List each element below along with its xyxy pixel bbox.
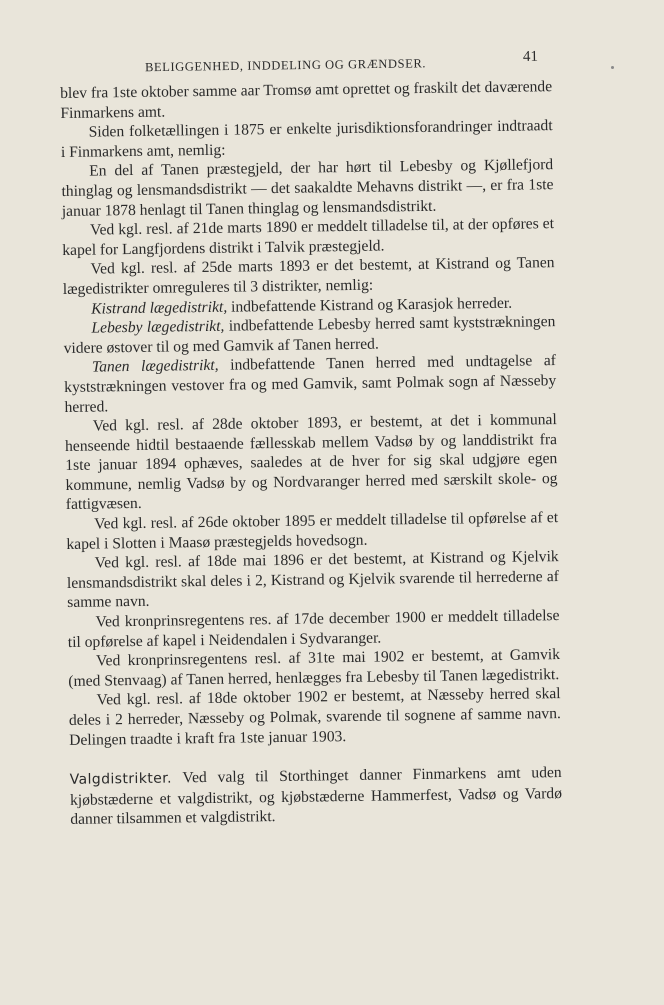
paragraph: Ved kgl. resl. af 18de mai 1896 er det bestemt, at Kistrand og Kjelvik lensmandsdistrikt skal deles i 2, Kistrand og Kjelvik svarende til herrederne af samme navn. (66, 548, 560, 612)
paragraph: blev fra 1ste oktober samme aar Tromsø amt oprettet og fraskilt det daværende Finmarkens amt. (60, 78, 553, 122)
paragraph: Ved kgl. resl. af 18de oktober 1902 er bestemt, at Næsseby herred skal deles i 2 herreder, Næsseby og Polmak, svarende til sognene af samme navn. Delingen traadte i kraft fra 1ste januar 1903. (68, 685, 561, 749)
paragraph: Ved kgl. resl. af 28de oktober 1893, er bestemt, at det i kommunal henseende hidtil bestaaende fællesskab mellem Vadsø by og landdistrikt fra 1ste januar 1894 ophæves, saaledes at de hver for sig skal udgjøre egen kommune, nemlig Vadsø by og Nordvaranger herred med særskilt skole- og fattigvæsen. (64, 411, 558, 514)
paragraph: Ved kronprinsregentens resl. af 31te mai 1902 er bestemt, at Gamvik (med Stenvaag) af Tanen herred, henlægges fra Lebesby til Tanen lægedistrikt. (68, 646, 561, 690)
paragraph: Ved kronprinsregentens res. af 17de december 1900 er meddelt tilladelse til opførelse af kapel i Neidendalen i Sydvaranger. (67, 607, 560, 651)
paragraph: Ved kgl. resl. af 25de marts 1893 er det bestemt, at Kistrand og Tanen lægedistrikter omreguleres til 3 distrikter, nemlig: (62, 254, 555, 298)
district-name: Tanen lægedistrikt, (91, 357, 219, 376)
section-heading: Valgdistrikter. (69, 770, 173, 789)
district-name: Kistrand lægedistrikt, (91, 298, 228, 318)
district-name: Lebesby lægedistrikt, (91, 317, 225, 337)
paragraph: En del af Tanen præstegjeld, der har hørt til Lebesby og Kjøllefjord thinglag og lensmandsdistrikt — det saakaldte Mehavns distrikt —, er fra 1ste januar 1878 henlagt til Tanen thinglag og lensmandsdistrikt. (61, 156, 554, 220)
paragraph: Ved kgl. resl. af 21de marts 1890 er meddelt tilladelse til, at der opføres et kapel for Langfjordens distrikt i Talvik præstegjeld. (62, 215, 555, 259)
running-header (60, 49, 550, 78)
speck-mark (611, 66, 614, 69)
paragraph: Siden folketællingen i 1875 er enkelte jurisdiktionsforandringer indtraadt i Finmarkens amt, nemlig: (60, 117, 553, 161)
paragraph: Kistrand lægedistrikt, indbefattende Kistrand og Karasjok herreder. (91, 294, 513, 318)
page-number: 41 (522, 48, 539, 65)
section-paragraph: Valgdistrikter. Ved valg til Storthinget danner Finmarkens amt uden kjøbstæderne et valgdistrikt, og kjøbstæderne Hammerfest, Vadsø og Vardø danner tilsammen et valgdistrikt. (69, 764, 563, 829)
paragraph: Tanen lægedistrikt, indbefattende Tanen herred med undtagelse af kyststrækningen vestover fra og med Gamvik, samt Polmak sogn af Næsseby herred. (64, 352, 557, 416)
paragraph: Ved kgl. resl. af 26de oktober 1895 er meddelt tilladelse til opførelse af et kapel i Slotten i Maasø præstegjelds hovedsogn. (66, 509, 559, 553)
paragraph: Lebesby lægedistrikt, indbefattende Lebesby herred samt kyststrækningen videre østover til og med Gamvik af Tanen herred. (63, 313, 556, 357)
header-title: BELIGGENHED, INDDELING OG GRÆNDSER. (144, 56, 427, 75)
body-text (60, 77, 562, 830)
